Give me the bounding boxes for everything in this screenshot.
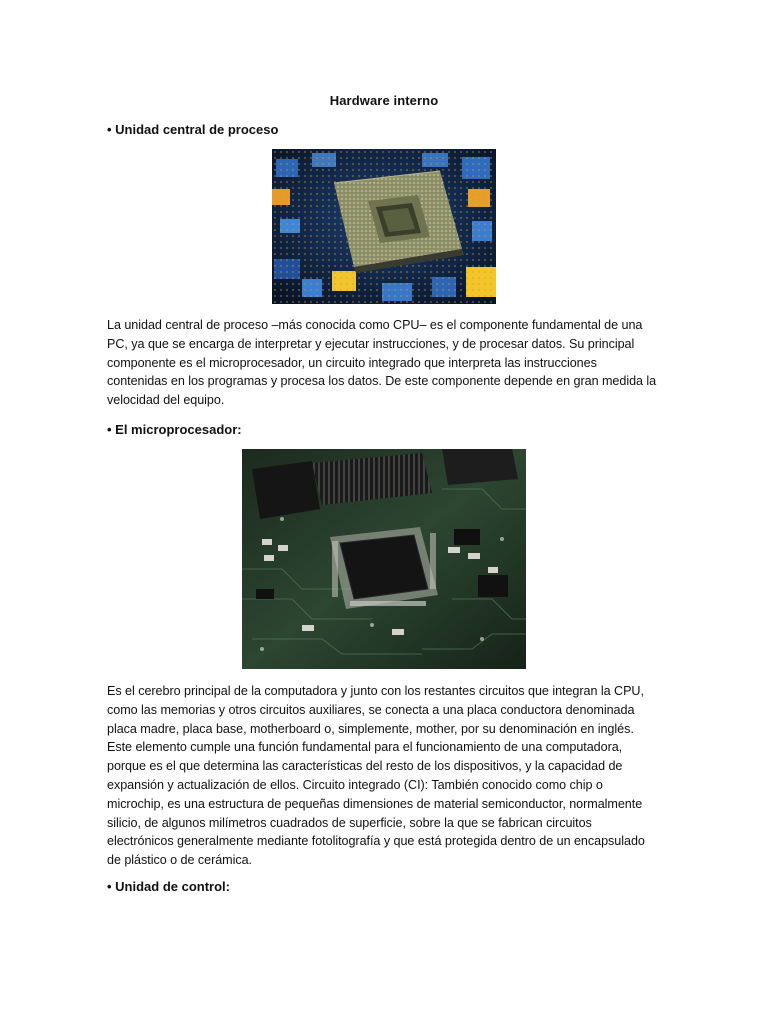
section-heading-microprocessor: • El microprocesador: — [107, 422, 242, 437]
cpu-paragraph: La unidad central de proceso –más conocida como CPU– es el componente fundamental de una PC, ya que se encarga de interpretar y ejecutar instrucciones, y de procesar datos. Su principal componente es el microprocesador, un circuito integrado que interpreta las instrucciones contenidas en los programas y procesa los datos. De este componente depende en gran medida la velocidad del equipo. — [107, 318, 657, 408]
cpu-chip-photo — [272, 149, 496, 304]
section-heading-cpu: • Unidad central de proceso — [107, 122, 279, 137]
microprocessor-paragraph: Es el cerebro principal de la computadora y junto con los restantes circuitos que integran la CPU, como las memorias y otros circuitos auxiliares, se conecta a una placa conductora denominada placa madre, placa base, motherboard o, simplemente, mother, por su denominación en inglés. Este elemento cumple una función fundamental para el funcionamiento de una computadora, porque es el que determina las características del resto de los dispositivos, y la capacidad de expansión y actualización de ellos. Circuito integrado (CI): También conocido como chip o microchip, es una estructura de pequeñas dimensiones de material semiconductor, normalmente silicio, de algunos milímetros cuadrados de superficie, sobre la que se fabrican circuitos electrónicos generalmente mediante fotolitografía y que está protegida dentro de un encapsulado de plástico o de cerámica. — [107, 684, 645, 868]
section-heading-control-unit: • Unidad de control: — [107, 879, 230, 894]
circuit-board-photo — [242, 449, 526, 669]
page-title: Hardware interno — [329, 93, 439, 108]
